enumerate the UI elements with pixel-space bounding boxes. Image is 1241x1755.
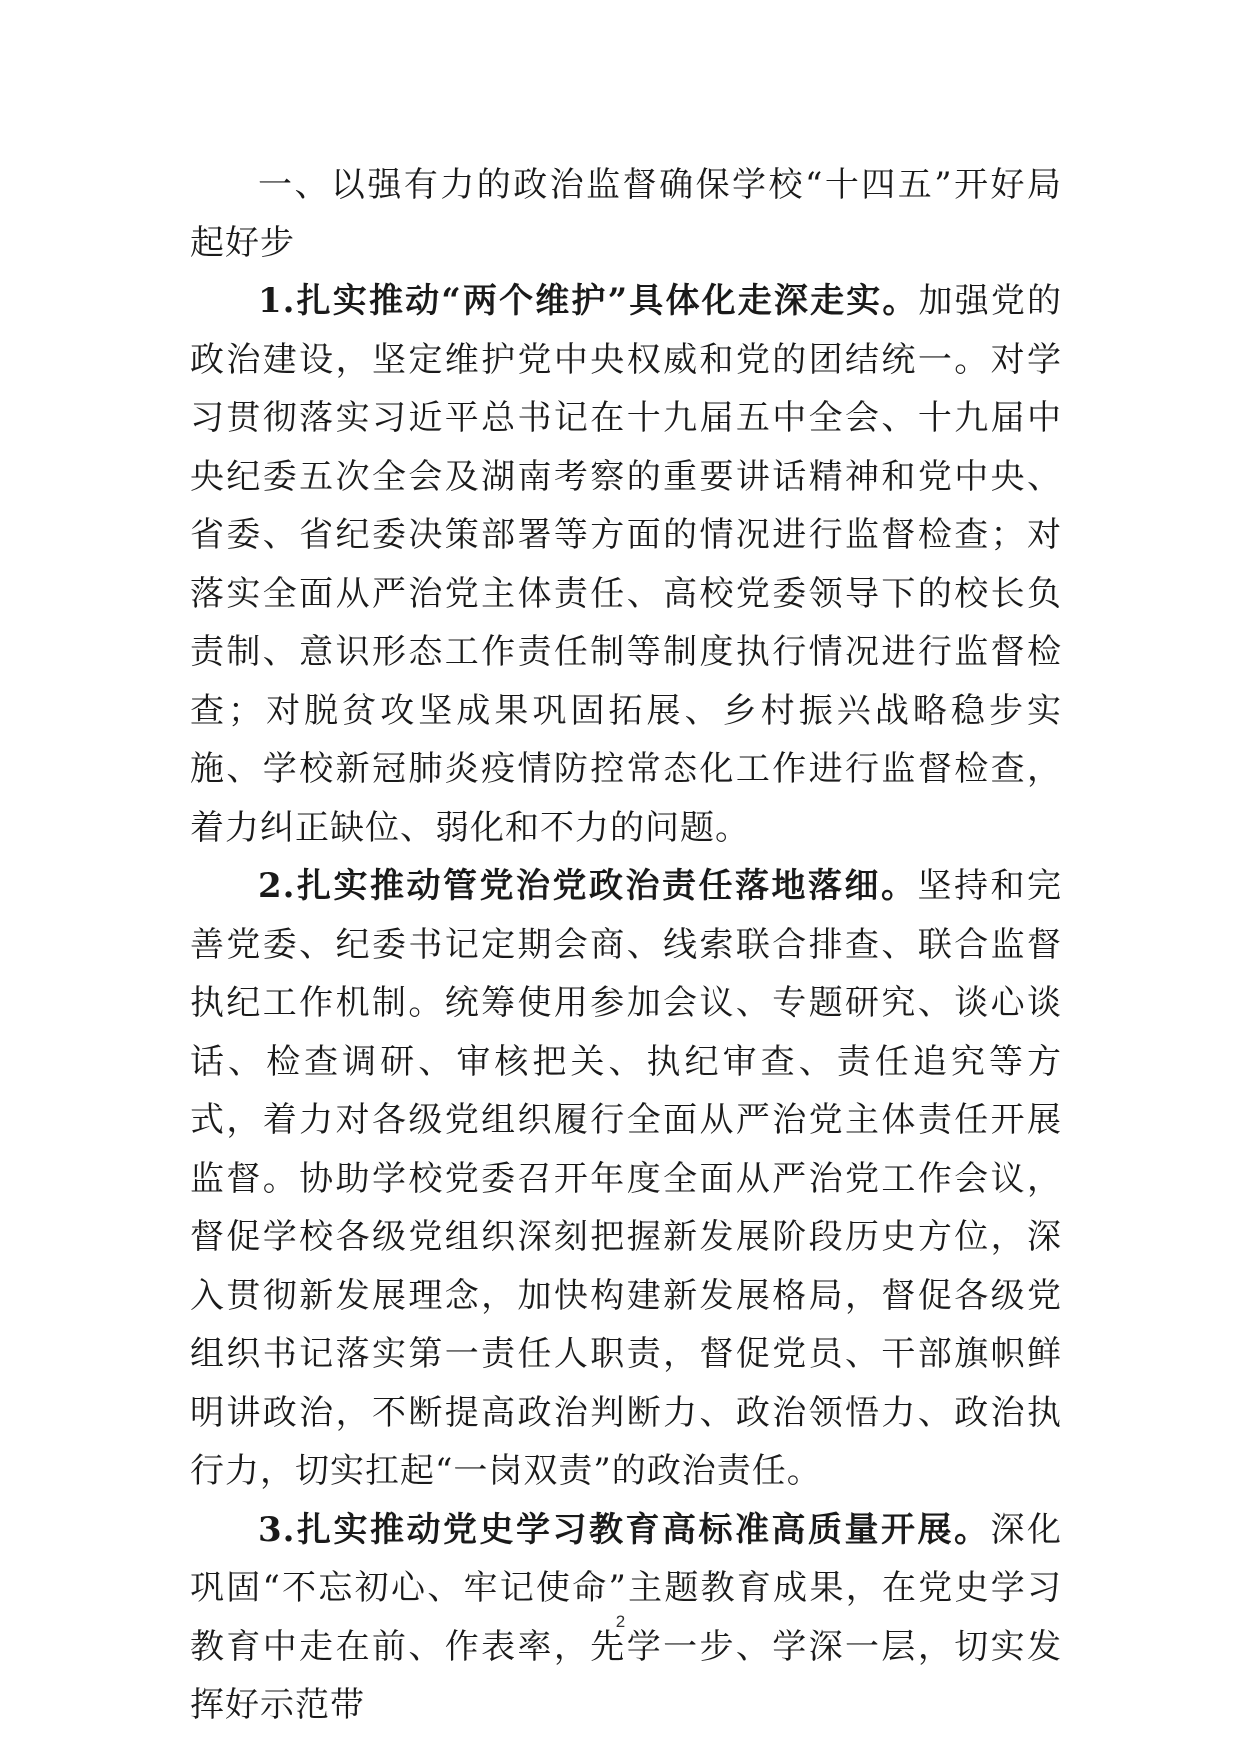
page-number: 2: [615, 1612, 626, 1631]
paragraph-3-body: 深化巩固“不忘初心、牢记使命”主题教育成果，在党史学习教育中走在前、作表率，先学一步、学深一层，切实发挥好示范带: [190, 1509, 1062, 1725]
paragraph-3-lead: 3.扎实推动党史学习教育高标准高质量开展。: [258, 1509, 991, 1550]
section-heading: 一、以强有力的政治监督确保学校“十四五”开好局起好步: [190, 165, 1062, 263]
paragraph-1: [190, 272, 1062, 857]
document-body: [190, 156, 1062, 1735]
paragraph-2-lead: 2.扎实推动管党治党政治责任落地落细。: [258, 866, 918, 906]
paragraph-2: [190, 857, 1062, 1501]
paragraph-1-lead: 1.扎实推动“两个维护”具体化走深走实。: [258, 281, 919, 321]
paragraph-1-body: 加强党的政治建设，坚定维护党中央权威和党的团结统一。对学习贯彻落实习近平总书记在十九届五中全会、十九届中央纪委五次全会及湖南考察的重要讲话精神和党中央、省委、省纪委决策部署等方面的情况进行监督检查；对落实全面从严治党主体责任、高校党委领导下的校长负责制、意识形态工作责任制等制度执行情况进行监督检查；对脱贫攻坚成果巩固拓展、乡村振兴战略稳步实施、学校新冠肺炎疫情防控常态化工作进行监督检查，着力纠正缺位、弱化和不力的问题。: [190, 281, 1063, 848]
paragraph-2-body: 坚持和完善党委、纪委书记定期会商、线索联合排查、联合监督执纪工作机制。统筹使用参加会议、专题研究、谈心谈话、检查调研、审核把关、执纪审查、责任追究等方式，着力对各级党组织履行全面从严治党主体责任开展监督。协助学校党委召开年度全面从严治党工作会议，督促学校各级党组织深刻把握新发展阶段历史方位，深入贯彻新发展理念，加快构建新发展格局，督促各级党组织书记落实第一责任人职责，督促党员、干部旗帜鲜明讲政治，不断提高政治判断力、政治领悟力、政治执行力，切实扛起“一岗双责”的政治责任。: [190, 866, 1062, 1491]
